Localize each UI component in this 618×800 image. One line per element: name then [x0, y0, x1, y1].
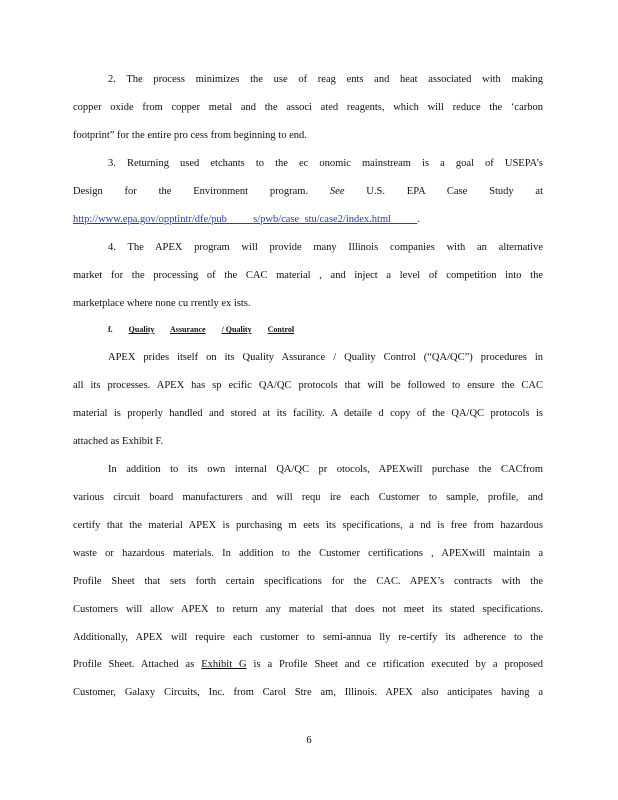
paragraph-addition-line: Customer, Galaxy Circuits, Inc. from Carol Stre am, Illinois. APEX also anticipates having a	[73, 687, 543, 698]
heading-word: Control	[267, 325, 295, 334]
paragraph-2-line: footprint” for the entire pro cess from beginning to end.	[73, 130, 307, 141]
text-segment: is a Profile Sheet and ce rtification executed by a proposed	[253, 659, 543, 670]
paragraph-3-line: 3. Returning used etchants to the ec onomic mainstream is a goal of USEPA’s	[108, 158, 543, 169]
text-segment: .	[417, 214, 420, 225]
heading-letter: f.	[108, 325, 113, 334]
page-number: 6	[306, 735, 312, 746]
paragraph-qa-line: attached as Exhibit F.	[73, 436, 164, 447]
paragraph-4-line: market for the processing of the CAC material , and inject a level of competition into the	[73, 270, 543, 281]
text-segment: U.S. EPA Case Study at	[366, 186, 543, 197]
paragraph-3-line	[73, 213, 543, 227]
paragraph-addition-line	[73, 658, 543, 672]
epa-case-study-link[interactable]: http://www.epa.gov/opptintr/dfe/pub s/pwb/case_stu/case2/index.html	[73, 214, 418, 225]
exhibit-g-reference: Exhibit G	[201, 659, 247, 670]
paragraph-addition-line: Additionally, APEX will require each customer to semi-annua lly re-certify its adherence to the	[73, 632, 543, 643]
paragraph-qa-line: all its processes. APEX has sp ecific QA/QC protocols that will be followed to ensure the CAC	[73, 380, 543, 391]
heading-word: Quality	[128, 325, 155, 334]
paragraph-qa-line: APEX prides itself on its Quality Assurance / Quality Control (“QA/QC”) procedures in	[108, 352, 543, 363]
section-heading	[108, 325, 308, 334]
paragraph-2-line: copper oxide from copper metal and the associ ated reagents, which will reduce the ‘carbon	[73, 102, 543, 113]
paragraph-addition-line: In addition to its own internal QA/QC pr otocols, APEXwill purchase the CACfrom	[108, 464, 543, 475]
paragraph-2-line: 2. The process minimizes the use of reag ents and heat associated with making	[108, 74, 543, 85]
text-segment: Profile Sheet. Attached as	[73, 659, 195, 670]
paragraph-addition-line: various circuit board manufacturers and will requ ire each Customer to sample, profile, and	[73, 492, 543, 503]
paragraph-addition-line: waste or hazardous materials. In addition to the Customer certifications , APEXwill maintain a	[73, 548, 543, 559]
paragraph-3-line	[73, 185, 543, 199]
paragraph-qa-line: material is properly handled and stored at its facility. A detaile d copy of the QA/QC protocols is	[73, 408, 543, 419]
heading-word: Assurance	[170, 325, 206, 334]
heading-word: / Quality	[221, 325, 252, 334]
signal-see: See	[329, 186, 345, 197]
paragraph-addition-line: Profile Sheet that sets forth certain specifications for the CAC. APEX’s contracts with the	[73, 576, 543, 587]
paragraph-4-line: 4. The APEX program will provide many Illinois companies with an alternative	[108, 242, 543, 253]
paragraph-addition-line: certify that the material APEX is purchasing m eets its specifications, a nd is free from hazardous	[73, 520, 543, 531]
paragraph-4-line: marketplace where none cu rrently ex ists.	[73, 298, 251, 309]
text-segment: Design for the Environment program.	[73, 186, 309, 197]
paragraph-addition-line: Customers will allow APEX to return any material that does not meet its stated specifications.	[73, 604, 543, 615]
